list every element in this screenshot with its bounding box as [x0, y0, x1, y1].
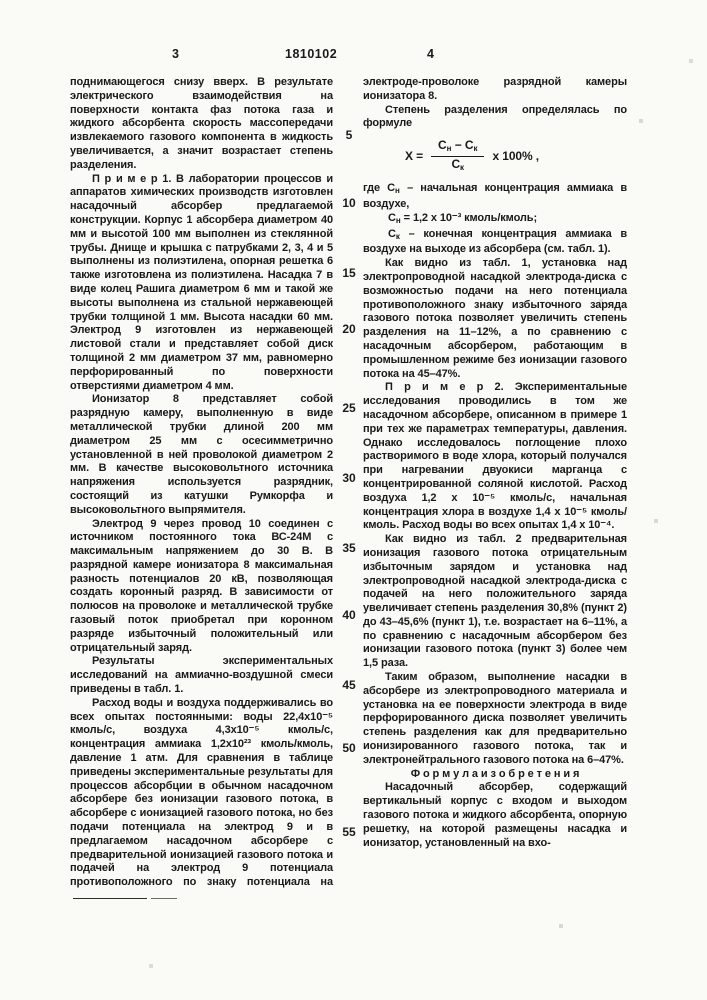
trailing-rule-faint — [151, 895, 177, 899]
symbol-c: С — [464, 138, 474, 153]
paragraph-text: Расход воды и воздуха поддерживались во всех опытах постоянными: воды 22,4x10⁻⁵ кмоль/с, воздуха 4,3x10⁻⁵ кмоль/с, концентрация аммиака 1,2x10²³ кмоль/кмоль, давление 1 атм. Для сравнения в таблице приведены экспериментальные результаты для процессов абсорбции в обычном насадочном абсорбере без ионизации газового потока, в абсорбере с ионизацией газового потока, но без подачи потенциала на электрод 9 и в предлагаемом насадочном абсорбере с предварительной ионизацией газового потока и подачей на электрод 9 потенциала противоположного по знаку потенциала на — [70, 696, 333, 889]
formula-denominator — [451, 157, 464, 174]
subscript-k: к — [460, 163, 465, 173]
paragraph-electrode: Электрод 9 через провод 10 соединен с источником постоянного тока ВС-24М с максимальным напряжением до 30 В. В разрядной камере ионизатора 8 максимальная разность потенциалов 20 кВ, позволяющая создать коронный разряд. В зависимости от полюсов на проволоке и металлической трубке газовый поток приобретал при коронном разряде избыточный положительный или отрицательный заряд. — [70, 517, 333, 654]
definition-text: – конечная концентрация аммиака в воздухе на выходе из абсорбера (см. табл. 1). — [363, 227, 627, 256]
definition-text: где С — [363, 182, 396, 195]
subscript-n: н — [446, 144, 452, 154]
paragraph-conclusion: Таким образом, выполнение насадки в абсорбере из электропроводного материала и установка на ее поверхности электрода в виде перфорированного диска позволяет увеличить степень разделения как для предварительно ионизированного газового потока, так и электронейтрального газового потока на 6–47%. — [363, 671, 627, 766]
formula-tail: x 100% , — [492, 148, 540, 163]
symbol-c: С — [451, 157, 461, 172]
formula-lhs: X = — [405, 148, 424, 163]
formula-fraction — [431, 139, 484, 174]
line-number: 5 — [345, 128, 353, 142]
formula-numerator — [431, 139, 484, 157]
line-number: 25 — [342, 401, 356, 415]
left-column — [70, 76, 333, 904]
line-number: 10 — [342, 196, 356, 210]
line-number: 30 — [342, 471, 356, 485]
scan-noise — [0, 0, 2, 2]
line-number: 55 — [342, 825, 356, 839]
paragraph-example1: П р и м е р 1. В лаборатории процессов и аппаратов химических производств изготовлен насадочный абсорбер предлагаемой конструкции. Корпус 1 абсорбера диаметром 40 мм и высотой 100 мм выполнен из стеклянной трубы. Днище и крышка с патрубками 2, 3, 4 и 5 выполнены из полиэтилена, опорная решетка 6 также изготовлена из полиэтилена. Насадка 7 в виде колец Рашига диаметром 6 мм и такой же высоты выполнена из стальной нержавеющей трубки толщиной 1 мм. Высота насадки 60 мм. Электрод 9 изготовлен из нержавеющей листовой стали и представляет собой диск толщиной 2 мм диаметром 37 мм, равномерно перфорированный по поверхности отверстиями диаметром 4 мм. — [70, 172, 333, 392]
line-number: 35 — [342, 541, 356, 555]
paragraph-table2-results: Как видно из табл. 2 предварительная ионизация газового потока отрицательным избыточным зарядом и установка над электропроводной насадкой электрода-диска с подачей на него положительного заряда увеличивает степень разделения 30,8% (пункт 2) до 43–45,6% (пункт 1), т.е. возрастает на 6–11%, а по сравнению с насадочным абсорбером без ионизации газового потока (пункт 3) более чем 1,5 раза. — [363, 533, 627, 670]
paragraph-results: Результаты экспериментальных исследований на аммиачно-воздушной смеси приведены в табл. 1. — [70, 655, 333, 696]
subscript-k: к — [473, 144, 478, 154]
paragraph-ionizer: Ионизатор 8 представляет собой разрядную камеру, выполненную в виде металлической трубки длиной 200 мм диаметром 25 мм с осесимметрично установленной в ней проволокой диаметром 2 мм. В качестве высоковольтного источника напряжения используется разрядник, состоящий из катушки Румкорфа и высоковольтного выпрямителя. — [70, 393, 333, 516]
definition-text: – начальная концентрация аммиака в воздухе, — [363, 182, 627, 210]
line-number: 40 — [342, 608, 356, 622]
paragraph-table1-results: Как видно из табл. 1, установка над электропроводной насадкой электрода-диска с возможностью подачи на него потенциала противоположного знаку избыточного заряда газового потока позволяет увеличить степень разделения на 11–12%, а по сравнению с насадочным абсорбером, работающим в промышленном режиме без ионизации газового потока на 45–47%. — [363, 257, 627, 380]
minus-sign: − — [451, 138, 465, 153]
patent-number: 1810102 — [285, 47, 338, 61]
symbol-c: С — [438, 138, 447, 153]
paragraph-claim: Насадочный абсорбер, содержащий вертикальный корпус с входом и выходом газового потока и жидкого абсорбента, опорную решетку, на которой размещены насадка и ионизатор, установленный на вхо- — [363, 781, 627, 849]
paragraph-formula-intro: Степень разделения определялась по формуле — [363, 103, 627, 130]
definition-ck — [363, 228, 627, 258]
subscript-n: н — [395, 215, 401, 225]
claims-heading: Ф о р м у л а и з о б р е т е н и я — [410, 767, 580, 780]
line-number: 20 — [342, 322, 356, 336]
cn-value-line — [363, 212, 627, 228]
separation-degree-formula — [405, 139, 627, 174]
value-text: = 1,2 x 10⁻³ кмоль/кмоль; — [400, 211, 538, 224]
paragraph-example2: П р и м е р 2. Экспериментальные исследования проводились в том же насадочном абсорбере, описанном в примере 1 при тех же параметрах температуры, давления. Однако исследовалось поглощение плохо растворимого в воде хлора, который получался при нагревании двуокиси марганца с концентрированной соляной кислотой. Расход воздуха 1,2 x 10⁻⁵ кмоль/с, начальная концентрация хлора в воздухе 1,4 x 10⁻⁵ кмоль/кмоль. Расход воды во всех опытах 1,4 x 10⁻⁴. — [363, 381, 627, 532]
subscript-k: к — [395, 231, 400, 241]
subscript-n: н — [395, 186, 400, 196]
line-number: 45 — [342, 678, 356, 692]
trailing-rule — [73, 895, 147, 899]
symbol-c: С — [388, 211, 396, 224]
page-number-left: 3 — [172, 47, 180, 61]
right-column — [363, 76, 627, 850]
paragraph: поднимающегося снизу вверх. В результате электрического взаимодействия на поверхности контакта фаз потока газа и жидкого абсорбента скорость массопередачи извлекаемого газового компонента в жидкость увеличивается, а значит возрастает степень разделения. — [70, 76, 333, 171]
page-number-right: 4 — [427, 47, 435, 61]
definition-cn — [363, 182, 627, 212]
line-number: 15 — [342, 266, 356, 280]
paragraph-flow-rates — [70, 697, 333, 904]
symbol-c: С — [388, 227, 396, 240]
line-number: 50 — [342, 741, 356, 755]
paragraph-continuation: электроде-проволоке разрядной камеры ионизатора 8. — [363, 76, 627, 102]
